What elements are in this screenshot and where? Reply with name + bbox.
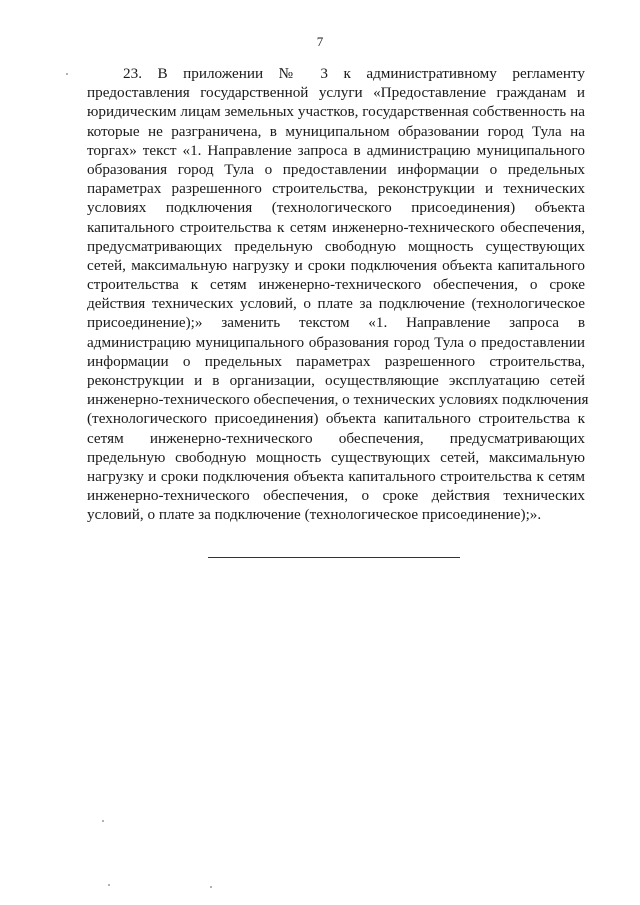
paragraph-line: сетей, максимальную нагрузку и сроки подключения объекта капитального [87, 256, 585, 274]
paragraph-line: инженерно-технического обеспечения, о технических условиях подключения [87, 391, 589, 409]
end-divider-line [208, 557, 460, 558]
paragraph-line: параметрах разрешенного строительства, реконструкции и технических [87, 180, 585, 198]
page-number: 7 [316, 34, 324, 49]
paragraph-line: (технологического присоединения) объекта капитального строительства к [87, 410, 585, 428]
paragraph-line: условиях подключения (технологического присоединения) объекта [87, 199, 585, 217]
paragraph-line: предоставления государственной услуги «Предоставление гражданам и [87, 84, 585, 102]
paragraph-line: действия технических условий, о плате за подключение (технологическое [87, 295, 585, 313]
paragraph-line: образования город Тула о предоставлении информации о предельных [87, 160, 585, 178]
paragraph-line: торгах» текст «1. Направление запроса в администрацию муниципального [87, 141, 585, 159]
scan-speck [108, 884, 110, 886]
paragraph-line: сетям инженерно-технического обеспечения, предусматривающих [87, 429, 585, 447]
paragraph-line: предельную свободную мощность существующих сетей, максимальную [87, 448, 585, 466]
amendment-paragraph [87, 64, 589, 525]
paragraph-line: капитального строительства к сетям инженерно-технического обеспечения, [87, 218, 585, 236]
paragraph-line: юридическим лицам земельных участков, государственная собственность на [87, 103, 585, 121]
paragraph-line: которые не разграничена, в муниципальном образовании город Тула на [87, 122, 585, 140]
paragraph-line: 23. В приложении № 3 к административному регламенту [123, 65, 585, 82]
scan-speck [66, 73, 68, 75]
paragraph-line: информации о предельных параметрах разрешенного строительства, [87, 352, 585, 370]
paragraph-line: присоединение);» заменить текстом «1. Направление запроса в [87, 314, 585, 332]
paragraph-line: реконструкции и в организации, осуществляющие эксплуатацию сетей [87, 372, 585, 389]
scan-speck [210, 886, 212, 888]
paragraph-line: администрацию муниципального образования город Тула о предоставлении [87, 333, 585, 351]
paragraph-line: нагрузку и сроки подключения объекта капитального строительства к сетям [87, 467, 585, 485]
paragraph-line: инженерно-технического обеспечения, о сроке действия технических [87, 487, 585, 505]
paragraph-line: строительства к сетям инженерно-технического обеспечения, о сроке [87, 276, 585, 294]
paragraph-line: условий, о плате за подключение (технологическое присоединение);». [87, 506, 542, 524]
scan-speck [102, 820, 104, 822]
paragraph-line: предусматривающих предельную свободную мощность существующих [87, 237, 585, 255]
